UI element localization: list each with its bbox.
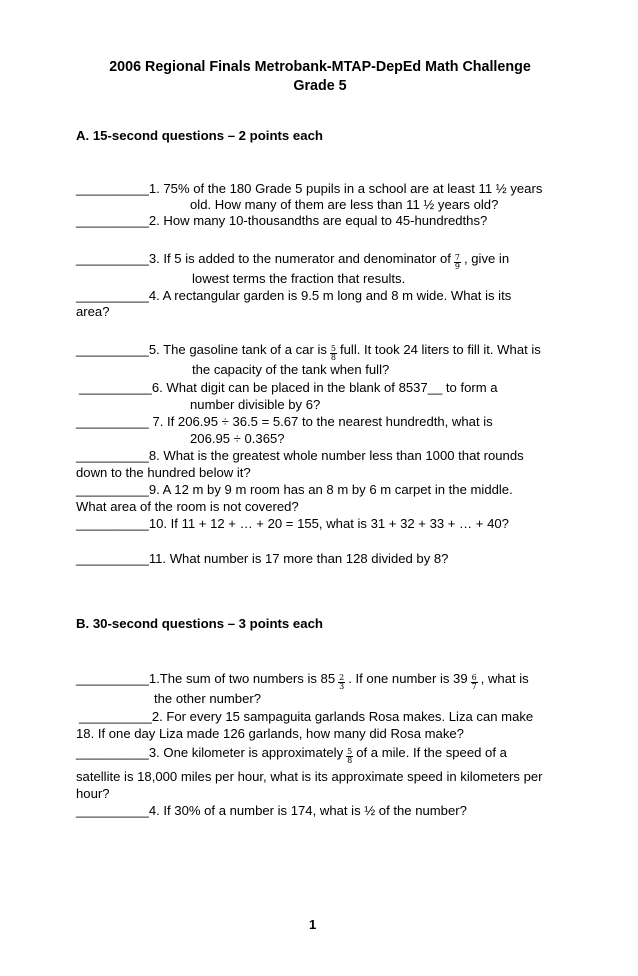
b-q3-line2: satellite is 18,000 miles per hour, what is its approximate speed in kilometers per (76, 769, 543, 784)
fraction-numerator: 7 (454, 253, 460, 262)
b-q1-text-middle: . If one number is 39 (348, 671, 468, 686)
a-q7-line2: 206.95 ÷ 0.365? (190, 431, 285, 446)
b-q2-line2: 18. If one day Liza made 126 garlands, how many did Rosa make? (76, 726, 464, 741)
a-q8-line1: __________8. What is the greatest whole number less than 1000 that rounds (76, 448, 524, 463)
a-q4-line2: area? (76, 304, 110, 319)
b-q1-text-start: __________1.The sum of two numbers is 85 (76, 671, 336, 686)
a-q5-fraction (330, 345, 337, 362)
a-q3-text-start: __________3. If 5 is added to the numerator and denominator of (76, 251, 451, 266)
b-q3-line3: hour? (76, 786, 110, 801)
a-q7-line1: __________ 7. If 206.95 ÷ 36.5 = 5.67 to the nearest hundredth, what is (76, 414, 493, 429)
fraction-numerator: 2 (339, 673, 345, 682)
a-q10: __________10. If 11 + 12 + … + 20 = 155, what is 31 + 32 + 33 + … + 40? (76, 516, 509, 531)
b-q1-text-end: , what is (480, 671, 529, 686)
page-number: 1 (309, 917, 317, 932)
a-q3-text-end: , give in (464, 251, 510, 266)
document-title: 2006 Regional Finals Metrobank-MTAP-DepEd Math Challenge (109, 59, 531, 75)
fraction-denominator: 8 (330, 353, 336, 362)
a-q1-line2: old. How many of them are less than 11 ½ years old? (190, 197, 499, 212)
b-q3-text-end: of a mile. If the speed of a (356, 745, 507, 760)
fraction-denominator: 3 (339, 682, 345, 691)
b-q1-line2: the other number? (154, 691, 262, 706)
fraction-numerator: 5 (330, 344, 336, 353)
a-q4-line1: __________4. A rectangular garden is 9.5 m long and 8 m wide. What is its (76, 288, 512, 303)
a-q6-line2: number divisible by 6? (190, 397, 321, 412)
fraction-denominator: 7 (471, 682, 477, 691)
a-q9-line1: __________9. A 12 m by 9 m room has an 8 m by 6 m carpet in the middle. (76, 482, 513, 497)
a-q3-line1 (76, 250, 509, 271)
a-q8-line2: down to the hundred below it? (76, 465, 251, 480)
fraction-numerator: 6 (471, 673, 477, 682)
a-q5-line1 (76, 341, 541, 362)
a-q9-line2: What area of the room is not covered? (76, 499, 299, 514)
a-q5-text-start: __________5. The gasoline tank of a car is (76, 342, 327, 357)
a-q3-line2: lowest terms the fraction that results. (192, 271, 406, 286)
section-a-heading: A. 15-second questions – 2 points each (76, 128, 323, 143)
b-q3-fraction (346, 748, 353, 765)
a-q1-line1: __________1. 75% of the 180 Grade 5 pupils in a school are at least 11 ½ years (76, 181, 543, 196)
b-q1-fraction-1 (338, 674, 345, 691)
b-q3-text-start: __________3. One kilometer is approximately (76, 745, 344, 760)
b-q1-line1 (76, 670, 529, 691)
a-q6-line1: __________6. What digit can be placed in the blank of 8537__ to form a (79, 380, 498, 395)
a-q2: __________2. How many 10-thousandths are equal to 45-hundredths? (76, 213, 488, 228)
grade-subtitle: Grade 5 (293, 78, 347, 94)
b-q3-line1 (76, 744, 507, 765)
section-b-heading: B. 30-second questions – 3 points each (76, 616, 323, 631)
a-q3-fraction (454, 254, 461, 271)
b-q4: __________4. If 30% of a number is 174, what is ½ of the number? (76, 803, 467, 818)
b-q1-fraction-2 (471, 674, 478, 691)
fraction-denominator: 8 (347, 756, 353, 765)
b-q2-line1: __________2. For every 15 sampaguita garlands Rosa makes. Liza can make (79, 709, 534, 724)
a-q11: __________11. What number is 17 more than 128 divided by 8? (76, 551, 449, 566)
fraction-denominator: 9 (454, 262, 460, 271)
fraction-numerator: 5 (347, 747, 353, 756)
a-q5-line2: the capacity of the tank when full? (192, 362, 390, 377)
a-q5-text-end: full. It took 24 liters to fill it. What is (340, 342, 541, 357)
